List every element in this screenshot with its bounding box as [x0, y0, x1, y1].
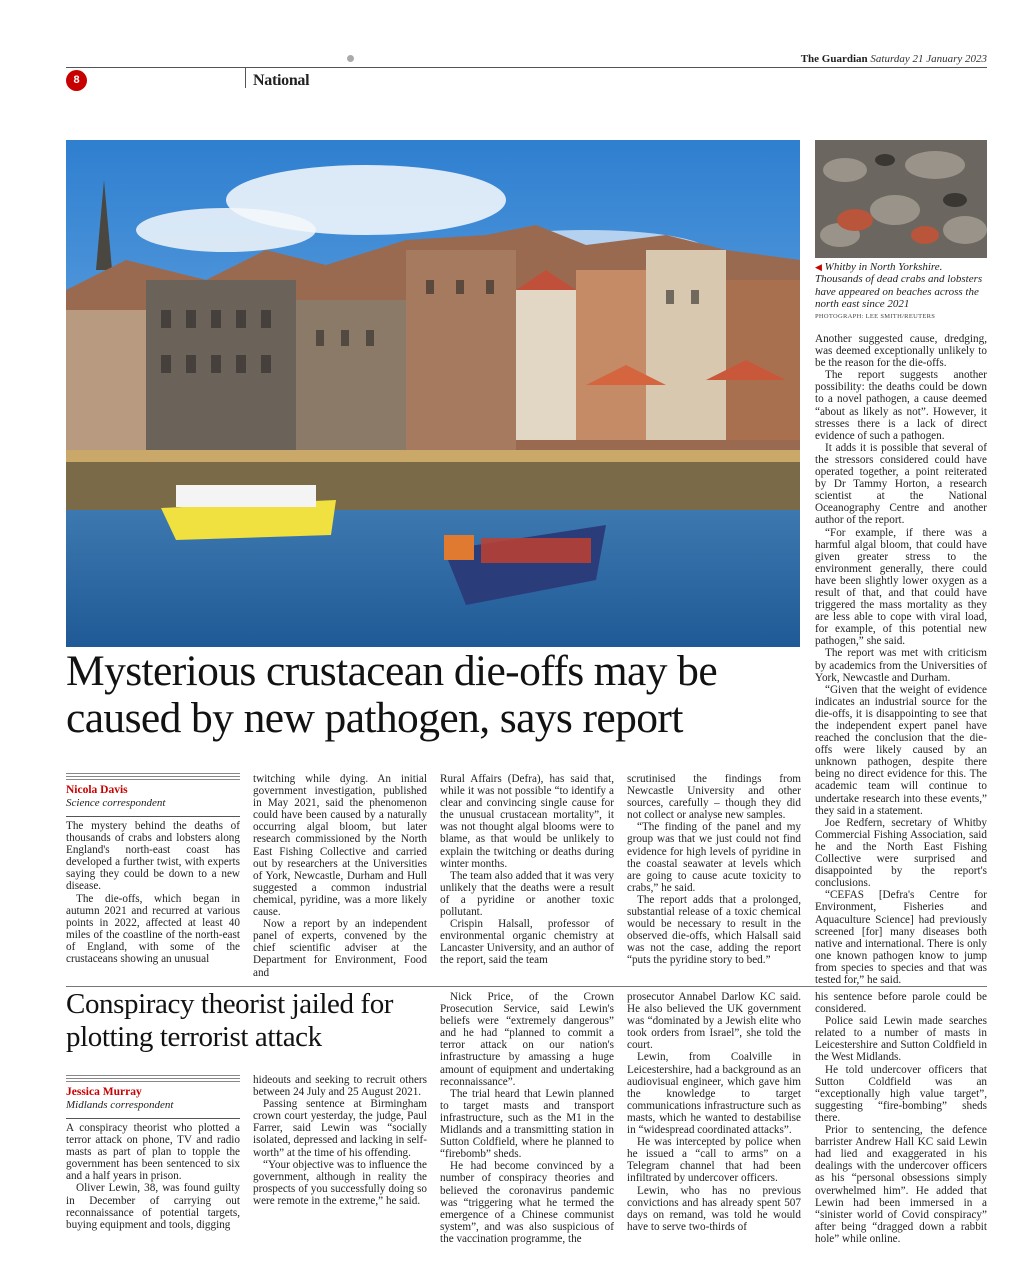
whitby-harbour-photo	[66, 140, 800, 647]
byline-role: Midlands correspondent	[66, 1099, 174, 1111]
paragraph: The report was met with criticism by academics from the Universities of York, Newcastle and Durham.	[815, 647, 987, 684]
paragraph: “The finding of the panel and my group was that we just could not find evidence for high levels of pyridine in the coastal seawater at levels which are going to cause acute toxicity to crabs,” he said.	[627, 821, 801, 894]
byline-divider	[66, 1118, 240, 1119]
paper-name: The Guardian	[800, 53, 868, 65]
article1-column-4	[627, 773, 801, 967]
paragraph: The report suggests another possibility: the deaths could be down to a novel pathogen, a cause deemed “about as likely as not”. However, it stresses there is a lack of direct evidence of such a pathogen.	[815, 369, 987, 442]
paragraph: Passing sentence at Birmingham crown court yesterday, the judge, Paul Farrer, said Lewin was “socially isolated, depressed and lacking in self-worth” at the time of his offending.	[253, 1098, 427, 1159]
header-rule	[66, 67, 987, 68]
byline-author: Nicola Davis	[66, 784, 128, 796]
page-number: 8	[66, 70, 87, 91]
paragraph: Nick Price, of the Crown Prosecution Service, said Lewin's beliefs were “extremely dangerous” and he had “planned to commit a terror attack on our nation's infrastructure by amassing a huge amount of equipment and undertaking reconnaissance”.	[440, 991, 614, 1088]
paragraph: prosecutor Annabel Darlow KC said. He also believed the UK government was “dominated by a Jewish elite who took orders from Israel”, she told the court.	[627, 991, 801, 1052]
paragraph: Now a report by an independent panel of experts, convened by the chief scientific adviser at the Department for Environment, Food and	[253, 918, 427, 979]
article1-column-5	[815, 333, 987, 986]
issue-date: Saturday 21 January 2023	[870, 53, 987, 65]
masthead	[801, 53, 987, 65]
photo-credit: PHOTOGRAPH: LEE SMITH/REUTERS	[815, 313, 936, 320]
dead-crabs-photo	[815, 140, 987, 258]
paragraph: He had become convinced by a number of conspiracy theories and believed the coronavirus pandemic was “triggering what he termed the emergence of a Chinese communist system”, and was also suspicious of the vaccination programme, the	[440, 1160, 614, 1245]
paragraph: Lewin, who has no previous convictions and has already spent 507 days on remand, was told he would have to serve two-thirds of	[627, 1184, 801, 1233]
article2-column-2	[253, 1074, 427, 1207]
article-headline: Conspiracy theorist jailed for plotting terrorist attack	[66, 988, 394, 1053]
paragraph: Police said Lewin made searches related to a number of masts in Leicestershire and Sutton Coldfield in the West Midlands.	[815, 1015, 987, 1064]
paragraph: scrutinised the findings from Newcastle University and other sources, carefully – though they did not collect or analyse new samples.	[627, 773, 801, 822]
article-headline: Mysterious crustacean die-offs may be caused by new pathogen, says report	[66, 647, 718, 742]
paragraph: “Given that the weight of evidence indicates an industrial source for the die-offs, it is disappointing to see that the independent expert panel have reached the conclusion that the die-offs were likely caused by an unknown pathogen, despite there being no direct evidence for this. The academic team will continue to undertake research into these events,” they said in a statement.	[815, 683, 987, 817]
paragraph: Prior to sentencing, the defence barrister Andrew Hall KC said Lewin had lied and exaggerated in his dealings with the undercover officers as his “personal obsessions simply overwhelmed him”. He added that Lewin had been immersed in a “sinister world of Covid conspiracy” after being “dragged down a rabbit hole” while online.	[815, 1124, 987, 1245]
paragraph: Rural Affairs (Defra), has said that, while it was not possible “to identify a clear and convincing single cause for the unusual crustacean mortality”, it was not thought algal blooms were to blame, as that would be unlikely to explain the twitching or deaths during winter months.	[440, 773, 614, 870]
paragraph: The die-offs, which began in autumn 2021 and recurred at various points in 2022, affected at least 40 miles of the coastline of the north-east of England, with some of the crustaceans showing an unusual	[66, 892, 240, 966]
paragraph: He was intercepted by police when he issued a “call to arms” on a Telegram channel that had been infiltrated by undercover officers.	[627, 1136, 801, 1185]
article1-column-3	[440, 773, 614, 967]
article-divider	[66, 986, 987, 987]
article1-column-1	[66, 773, 240, 965]
photo-caption	[815, 261, 987, 310]
paragraph: Lewin, from Coalville in Leicestershire, had a background as an audiovisual engineer, which gave him the knowledge to target communications infrastructure such as masts, which he wanted to destabilise in “widespread coordinated attacks”.	[627, 1051, 801, 1137]
byline-role: Science correspondent	[66, 797, 166, 809]
article2-column-5	[815, 991, 987, 1245]
paragraph: A conspiracy theorist who plotted a terror attack on phone, TV and radio masts as part of plan to topple the government has been sentenced to six and a half years in prison.	[66, 1122, 240, 1183]
section-title: National	[253, 72, 310, 89]
paragraph: twitching while dying. An initial government investigation, published in May 2021, said the phenomenon could have been caused by a naturally occurring algal bloom, but later research commissioned by the North East Fishing Collective and carried out by researchers at the Universities of York, Newcastle, Durham and Hull suggested a common industrial chemical, pyridine, was a more likely cause.	[253, 773, 427, 919]
paragraph: “Your objective was to influence the government, although in reality the prospects of you successfully doing so were remote in the extreme,” he said.	[253, 1158, 427, 1207]
paragraph: “For example, if there was a harmful algal bloom, that could have given greater stress to the environment generally, there could have been slightly lower oxygen as a result of that, and that could have triggered the mass mortality as they are less able to cope with viral load, for example, of this potential new pathogen,” she said.	[815, 526, 987, 648]
paragraph: his sentence before parole could be considered.	[815, 991, 987, 1016]
caption-pointer-icon: ◀	[815, 262, 822, 272]
caption-text: Whitby in North Yorkshire. Thousands of dead crabs and lobsters have appeared on beaches across the north east since 2021	[815, 261, 983, 310]
paragraph: Oliver Lewin, 38, was found guilty in December of carrying out reconnaissance of potential targets, buying equipment and tools, digging	[66, 1182, 240, 1231]
page-dot	[347, 55, 354, 62]
paragraph: It adds it is possible that several of the stressors considered could have operated together, a point reiterated by Dr Tammy Horton, a research scientist at the National Oceanography Centre and another author of the report.	[815, 441, 987, 527]
paragraph: The mystery behind the deaths of thousands of crabs and lobsters along England's north-east coast has developed a further twist, with experts saying they could be down to a new disease.	[66, 820, 240, 893]
article1-column-2	[253, 773, 427, 979]
byline-divider	[66, 816, 240, 817]
byline-rule	[66, 773, 240, 780]
paragraph: He told undercover officers that Sutton Coldfield was an “exceptionally high value target”, suggesting “fire-bombing” sheds there.	[815, 1063, 987, 1124]
paragraph: The team also added that it was very unlikely that the deaths were a result of a pyridine or another toxic pollutant.	[440, 869, 614, 919]
article2-column-3	[440, 991, 614, 1245]
article2-column-1	[66, 1075, 240, 1231]
byline-author: Jessica Murray	[66, 1086, 142, 1098]
paragraph: The trial heard that Lewin planned to target masts and transport infrastructure, such as the M1 in the Midlands and a transmitting station in Sutton Coldfield, where he planned to “firebomb” sheds.	[440, 1087, 614, 1161]
byline-rule	[66, 1075, 240, 1082]
paragraph: hideouts and seeking to recruit others between 24 July and 25 August 2021.	[253, 1074, 427, 1099]
header-divider	[245, 68, 246, 88]
paragraph: The report adds that a prolonged, substantial release of a toxic chemical would be necessary to result in the observed die-offs, which Halsall said was not the case, adding the report “puts the pyridine story to bed.”	[627, 893, 801, 967]
article2-column-4	[627, 991, 801, 1233]
paragraph: Joe Redfern, secretary of Whitby Commercial Fishing Association, said he and the North East Fishing Collective were surprised and disappointed by the report's conclusions.	[815, 816, 987, 890]
paragraph: Another suggested cause, dredging, was deemed exceptionally unlikely to be the reason for the die-offs.	[815, 333, 987, 370]
paragraph: Crispin Halsall, professor of environmental organic chemistry at Lancaster University, and an author of the report, said the team	[440, 918, 614, 967]
paragraph: “CEFAS [Defra's Centre for Environment, Fisheries and Aquaculture Science] had previously screened [for] many diseases both native and international. There is only one known pathogen know to jump from species to species and that was tested for,” he said.	[815, 889, 987, 986]
